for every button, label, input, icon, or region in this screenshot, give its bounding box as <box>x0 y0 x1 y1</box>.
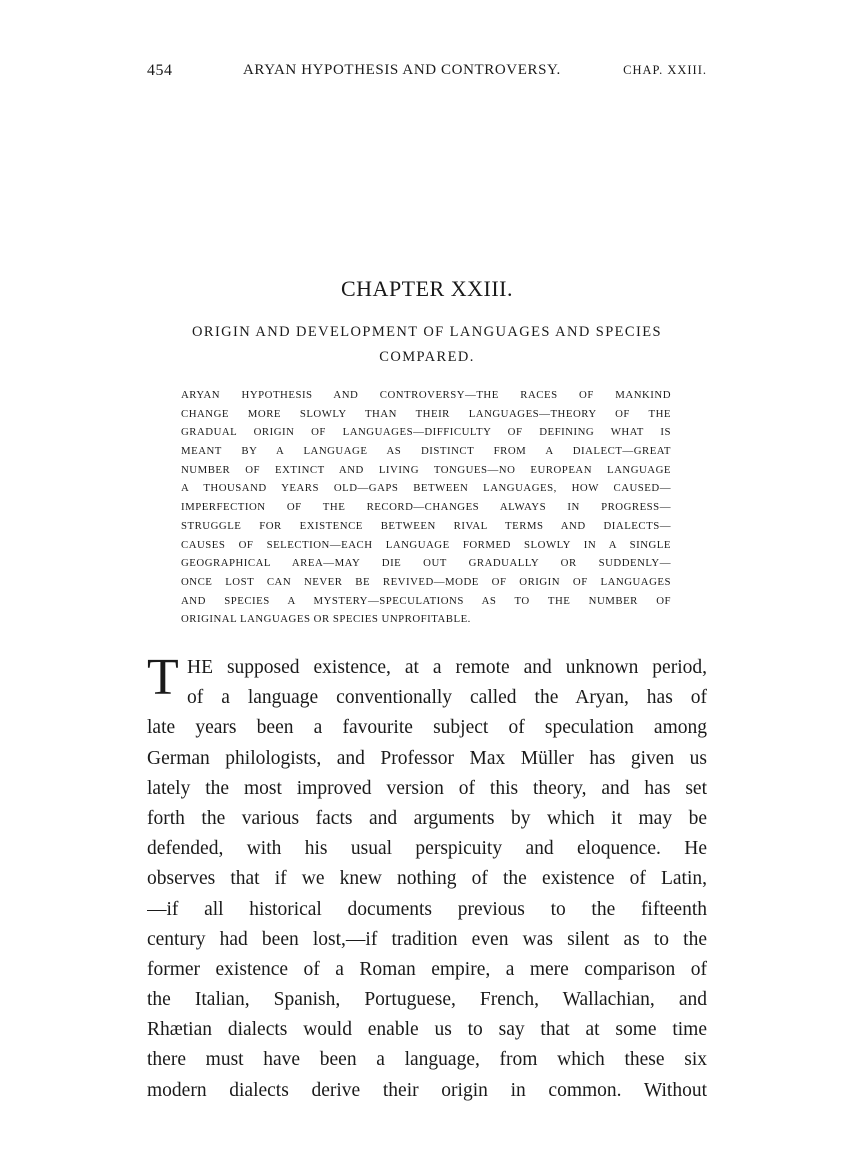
running-title: ARYAN HYPOTHESIS AND CONTROVERSY. <box>243 62 561 78</box>
body-line: lately the most improved version of this theory, and has set <box>147 777 707 799</box>
body-line: there must have been a language, from which these six <box>147 1049 707 1071</box>
body-line: modern dialects derive their origin in common. Without <box>147 1079 707 1101</box>
chapter-reference: CHAP. XXIII. <box>623 63 707 77</box>
body-paragraph <box>147 649 707 1106</box>
synopsis-line: ONCE LOST CAN NEVER BE REVIVED—MODE OF ORIGIN OF LANGUAGES <box>181 575 671 588</box>
synopsis-line: IMPERFECTION OF THE RECORD—CHANGES ALWAYS IN PROGRESS— <box>181 501 671 514</box>
synopsis-line: STRUGGLE FOR EXISTENCE BETWEEN RIVAL TERMS AND DIALECTS— <box>181 519 671 532</box>
body-line: German philologists, and Professor Max Müller has given us <box>147 747 707 769</box>
body-line: Rhætian dialects would enable us to say that at some time <box>147 1019 707 1041</box>
synopsis-line: CAUSES OF SELECTION—EACH LANGUAGE FORMED SLOWLY IN A SINGLE <box>181 538 671 551</box>
body-line: former existence of a Roman empire, a mere comparison of <box>147 958 707 980</box>
synopsis-line: AND SPECIES A MYSTERY—SPECULATIONS AS TO THE NUMBER OF <box>181 594 671 607</box>
chapter-subtitle <box>180 320 674 370</box>
synopsis-line: A THOUSAND YEARS OLD—GAPS BETWEEN LANGUAGES, HOW CAUSED— <box>181 482 671 495</box>
synopsis-line: ARYAN HYPOTHESIS AND CONTROVERSY—THE RACES OF MANKIND <box>181 389 671 401</box>
chapter-subtitle-line: COMPARED. <box>379 349 475 365</box>
chapter-synopsis <box>181 386 671 629</box>
body-line: the Italian, Spanish, Portuguese, French, Wallachian, and <box>147 989 707 1011</box>
synopsis-line: GRADUAL ORIGIN OF LANGUAGES—DIFFICULTY OF DEFINING WHAT IS <box>181 426 671 439</box>
body-line: of a language conventionally called the Aryan, has of <box>187 687 707 709</box>
body-line: late years been a favourite subject of speculation among <box>147 717 707 739</box>
body-line: —if all historical documents previous to the fifteenth <box>147 898 707 920</box>
drop-cap: T <box>147 649 179 706</box>
running-head <box>147 62 707 82</box>
body-line: century had been lost,—if tradition even was silent as to the <box>147 928 707 950</box>
body-line: observes that if we knew nothing of the existence of Latin, <box>147 868 707 890</box>
synopsis-line: MEANT BY A LANGUAGE AS DISTINCT FROM A DIALECT—GREAT <box>181 445 671 458</box>
synopsis-line: NUMBER OF EXTINCT AND LIVING TONGUES—NO EUROPEAN LANGUAGE <box>181 463 671 476</box>
chapter-subtitle-line: ORIGIN AND DEVELOPMENT OF LANGUAGES AND SPECIES <box>192 324 662 340</box>
synopsis-line: GEOGRAPHICAL AREA—MAY DIE OUT GRADUALLY OR SUDDENLY— <box>181 557 671 570</box>
synopsis-line: CHANGE MORE SLOWLY THAN THEIR LANGUAGES—THEORY OF THE <box>181 407 671 420</box>
body-line: HE supposed existence, at a remote and unknown period, <box>187 657 707 678</box>
body-line: forth the various facts and arguments by which it may be <box>147 807 707 829</box>
chapter-heading: CHAPTER XXIII. <box>341 276 513 301</box>
body-line: defended, with his usual perspicuity and eloquence. He <box>147 838 707 860</box>
synopsis-line: ORIGINAL LANGUAGES OR SPECIES UNPROFITABLE. <box>181 613 471 626</box>
page-number: 454 <box>147 62 173 79</box>
